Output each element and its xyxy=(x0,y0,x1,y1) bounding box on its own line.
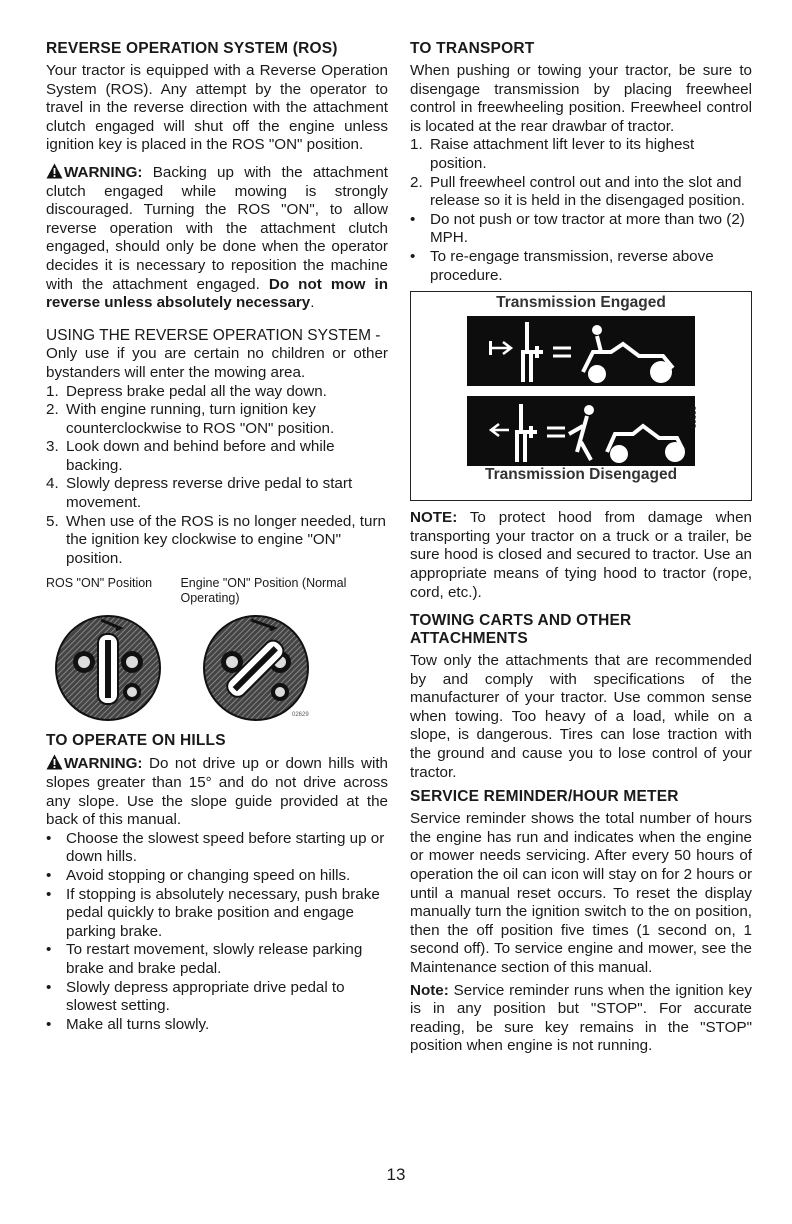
warning-emphasis: Do not mow in reverse unless absolutely necessary xyxy=(46,275,388,312)
transmission-figure xyxy=(410,291,752,501)
list-item: • Make all turns slowly. xyxy=(46,1015,210,1033)
towing-paragraph: Tow only the attachments that are recommended by and comply with specifications of the manufacturer of your tractor. Use common sense when towing. Too heavy of a load, while on a slope, is dangerous. Tires can lose traction with the ground and cause you to lose control of your tractor. xyxy=(410,652,752,781)
list-item: 2. Pull freewheel control out and into the slot and release so it is held in the disengaged position. xyxy=(410,173,745,210)
list-item: • Avoid stopping or changing speed on hills. xyxy=(46,867,351,884)
transmission-illustration xyxy=(411,312,753,472)
list-item: 5. When use of the ROS is no longer needed, turn the ignition key clockwise to engine "ON" position. xyxy=(46,512,386,567)
note-service xyxy=(410,982,752,1056)
warning-triangle-icon xyxy=(46,163,63,179)
hills-heading: TO OPERATE ON HILLS xyxy=(46,732,226,750)
service-heading: SERVICE REMINDER/HOUR METER xyxy=(410,788,679,806)
figure-title-engaged: Transmission Engaged xyxy=(496,294,666,312)
list-item: • If stopping is absolutely necessary, push brake pedal quickly to brake position and engage parking brake. xyxy=(46,885,380,940)
warning-label: WARNING: xyxy=(64,163,143,181)
list-item: 4. Slowly depress reverse drive pedal to start movement. xyxy=(46,475,353,512)
hills-bullets xyxy=(46,830,388,1035)
ignition-knob-illustration xyxy=(46,612,388,722)
ros-paragraph: Your tractor is equipped with a Reverse Operation System (ROS). Any attempt by the operator to travel in the reverse direction with the attachment clutch engaged will shut off the engine unless ignition key is placed in the ROS "ON" position. xyxy=(46,62,388,154)
list-item: 2. With engine running, turn ignition key counterclockwise to ROS "ON" position. xyxy=(46,401,335,437)
ros-knob-icon xyxy=(56,616,160,720)
list-item: • Slowly depress appropriate drive pedal to slowest setting. xyxy=(46,978,345,1015)
warning-label: WARNING: xyxy=(64,755,143,773)
figure-title-disengaged: Transmission Disengaged xyxy=(484,466,678,484)
engine-knob-icon xyxy=(204,616,308,720)
engaged-panel-icon xyxy=(467,316,695,386)
page-number: 13 xyxy=(386,1165,406,1184)
service-paragraph: Service reminder shows the total number of hours the engine has run and indicates when the engine or mower needs servicing. After every 50 hours of operation the oil can icon will stay on for 2 hours or until a manual reset occurs. To reset the display manually turn the ignition switch to the on position, then the off position five times (1 second on, 1 second off). To service engine and mower, see the Maintenance section of this manual. xyxy=(410,810,752,976)
towing-heading: TOWING CARTS AND OTHER ATTACHMENTS xyxy=(410,612,632,648)
figure-code: 02203 xyxy=(688,406,697,429)
list-item: • Choose the slowest speed before starting up or down hills. xyxy=(46,829,385,866)
ros-heading: REVERSE OPERATION SYSTEM (ROS) xyxy=(46,40,338,57)
right-column xyxy=(410,40,752,1056)
warning-text: Backing up with the attachment clutch engaged while mowing is strongly discouraged. Turning the ROS "ON", to allow reverse operation with the attachment clutch engaged, should only be done when the operator decides it is necessary to reposition the machine with the attachment engaged. xyxy=(46,163,388,293)
list-item: 1. Raise attachment lift lever to its highest position. xyxy=(410,136,695,172)
list-item: 1. Depress brake pedal all the way down. xyxy=(46,382,327,400)
knob-figure-code: 02629 xyxy=(292,712,309,719)
list-item: • Do not push or tow tractor at more than two (2) MPH. xyxy=(410,210,745,247)
list-item: 3. Look down and behind before and while backing. xyxy=(46,438,335,474)
warning-text: Do not drive up or down hills with slopes greater than 15° and do not drive across any slope. Use the slope guide provided at the back of this manual. xyxy=(46,755,388,829)
transport-paragraph: When pushing or towing your tractor, be sure to disengage transmission by placing freewheel control in freewheeling position. Freewheel control is located at the rear drawbar of tractor. xyxy=(410,62,752,135)
note2-label: Note: xyxy=(410,981,449,999)
caption-engine: Engine "ON" Position (Normal Operating) xyxy=(180,576,347,606)
transport-bullets xyxy=(410,211,752,285)
note-hood xyxy=(410,509,752,602)
note-text: To protect hood from damage when transporting your tractor on a truck or a trailer, be sure hood is closed and secured to tractor. Use an appropriate means of tying hood to tractor (rope, cord, etc.). xyxy=(410,509,752,601)
warning-end: . xyxy=(310,294,315,312)
warning-backing xyxy=(46,163,388,313)
note-label: NOTE: xyxy=(410,509,458,527)
list-item: • To re-engage transmission, reverse above procedure. xyxy=(410,247,714,284)
ros-steps xyxy=(46,383,388,569)
transport-steps xyxy=(410,136,752,210)
knob-captions xyxy=(46,576,388,606)
note2-text: Service reminder runs when the ignition key is in any position but "STOP". For accurate reading, be sure key remains in the "STOP" position when engine is not running. xyxy=(410,981,752,1055)
using-heading: USING THE REVERSE OPERATION SYSTEM - xyxy=(46,326,381,344)
list-item: • To restart movement, slowly release parking brake and brake pedal. xyxy=(46,941,363,977)
using-paragraph: Only use if you are certain no children or other bystanders will enter the mowing area. xyxy=(46,345,388,381)
warning-hills xyxy=(46,754,388,829)
warning-triangle-icon xyxy=(46,754,63,770)
disengaged-panel-icon xyxy=(467,396,695,466)
transport-heading: TO TRANSPORT xyxy=(410,40,535,57)
caption-ros: ROS "ON" Position xyxy=(46,576,153,591)
ignition-knob-figure xyxy=(46,612,388,722)
left-column xyxy=(46,40,388,1034)
